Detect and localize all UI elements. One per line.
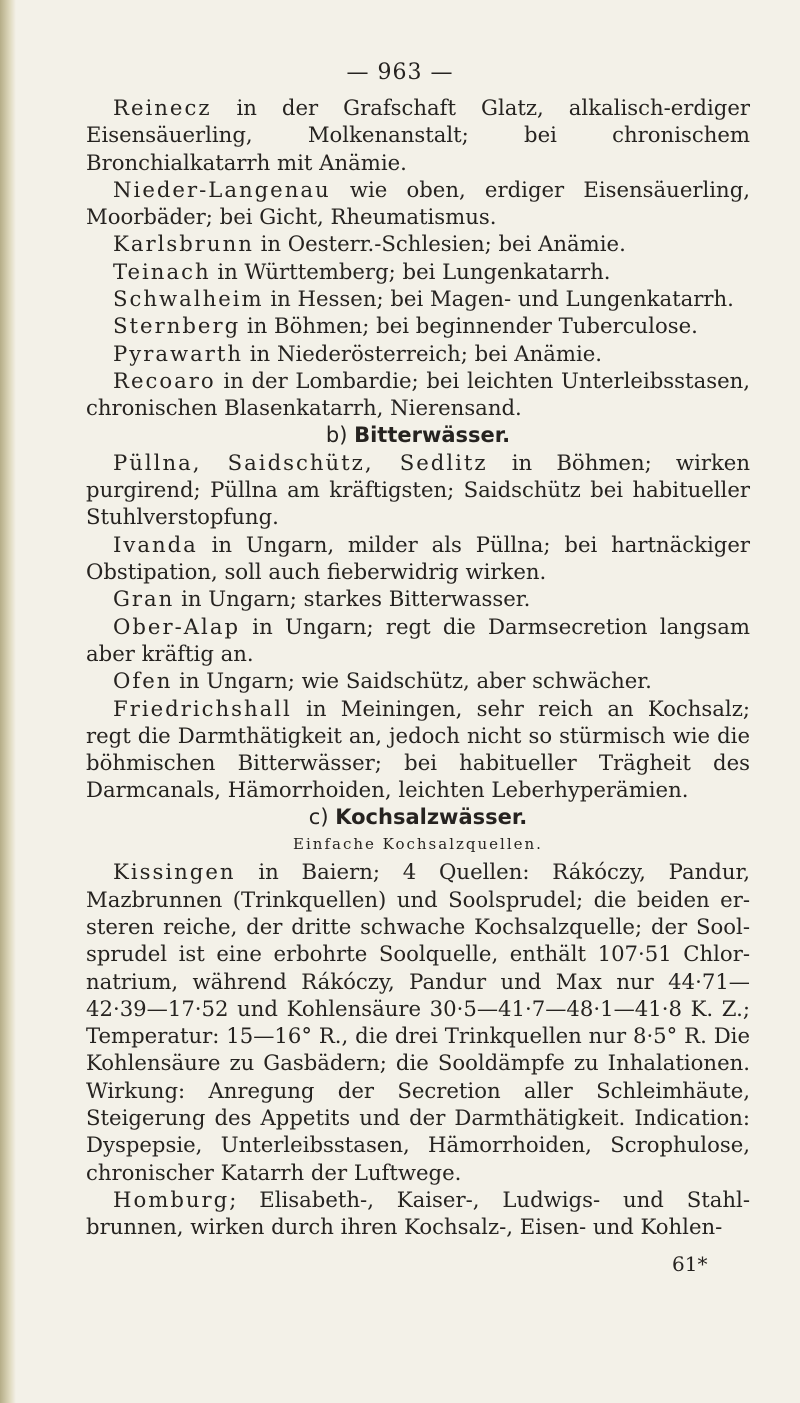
- entry-text: in Oesterr.-Schlesien; bei Anämie.: [253, 231, 626, 257]
- entry: [86, 667, 750, 694]
- spring-name: Friedrichshall: [113, 695, 292, 721]
- entry: [86, 531, 750, 586]
- entry: [86, 340, 750, 367]
- entry-text: in Ungarn, milder als Püllna; bei hartnäckiger Obstipation, soll auch fieberwidrig wirken.: [86, 531, 750, 585]
- entries-kochsalz: [86, 858, 750, 1240]
- entry: [86, 285, 750, 312]
- entry: [86, 695, 750, 804]
- entry: [86, 858, 750, 1186]
- entry-text: in Niederösterreich; bei Anämie.: [243, 340, 602, 366]
- spring-name: Sternberg: [113, 313, 241, 339]
- section-title: Bitterwässer.: [354, 422, 511, 447]
- entry-text: in Baiern; 4 Quellen: Rákóczy, Pandur, Mazbrunnen (Trinkquellen) und Soolsprudel; die beiden ersteren reiche, der dritte schwache Kochsalzquelle; der Soolsprudel ist eine erbohrte Soolquelle, enthält 107·51 Chlornatrium, während Rákóczy, Pandur und Max nur 44·71—42·39—17·52 und Kohlensäure 30·5—41·7—48·1—41·8 K. Z.; Temperatur: 15—16° R., die drei Trinkquellen nur 8·5° R. Die Kohlensäure zu Gasbädern; die Sooldämpfe zu Inhalationen. Wirkung: Anregung der Secretion aller Schleimhäute, Steigerung des Appetits und der Darmthätigkeit. Indication: Dyspepsie, Unterleibsstasen, Hämorrhoiden, Scrophulose, chronischer Katarrh der Luftwege.: [86, 859, 750, 1185]
- entry-text: in Württemberg; bei Lungenkatarrh.: [210, 258, 611, 284]
- spring-name: Homburg: [113, 1186, 230, 1212]
- section-heading-b: [86, 422, 750, 449]
- entry: [86, 94, 750, 176]
- section-heading-c: [86, 804, 750, 831]
- spring-name: Pyrawarth: [113, 340, 244, 366]
- entry: [86, 176, 750, 231]
- page-number: — 963 —: [346, 60, 454, 85]
- spring-name: Ivanda: [113, 531, 198, 557]
- entries-top: [86, 94, 750, 422]
- signature-mark: 61*: [672, 1252, 708, 1276]
- section-letter: c): [308, 804, 329, 829]
- spring-name: Ofen: [113, 668, 173, 694]
- spring-name: Püllna, Saidschütz, Sedlitz: [113, 449, 488, 475]
- section-title: Kochsalzwässer.: [335, 804, 528, 829]
- entry: [86, 613, 750, 668]
- spring-name: Reinecz: [113, 95, 212, 120]
- entry: [86, 258, 750, 285]
- entry: [86, 1186, 750, 1241]
- entry-text: in der Grafschaft Glatz, alkalisch-erdiger Eisensäuerling, Molkenanstalt; bei chronischem Bronchialkatarrh mit Anämie.: [86, 95, 750, 175]
- entry-text: ; Elisabeth-, Kaiser-, Ludwigs- und Stahlbrunnen, wirken durch ihren Kochsalz-, Eisen- und Kohlen-: [86, 1186, 750, 1240]
- entry-text: in der Lombardie; bei leichten Unterleibsstasen, chronischen Blasenkatarrh, Nierensand.: [86, 367, 750, 421]
- entry: [86, 230, 750, 257]
- spring-name: Karlsbrunn: [113, 231, 254, 257]
- spring-name: Ober-Alap: [113, 613, 241, 639]
- entry: [86, 312, 750, 339]
- spring-name: Recoaro: [113, 367, 216, 393]
- entry-text: in Hessen; bei Magen- und Lungenkatarrh.: [263, 286, 734, 312]
- spring-name: Gran: [113, 586, 175, 612]
- entry-text: wie oben, erdiger Eisensäuerling, Moorbäder; bei Gicht, Rheumatismus.: [86, 176, 750, 230]
- section-subheading: Einfache Kochsalzquellen.: [293, 835, 543, 854]
- page-body: [86, 94, 750, 1240]
- entry: [86, 367, 750, 422]
- entry-text: in Ungarn; regt die Darmsecretion langsam aber kräftig an.: [86, 613, 750, 666]
- entry-text: in Böhmen; bei beginnender Tuberculose.: [240, 313, 698, 339]
- entry: [86, 585, 750, 612]
- spring-name: Schwalheim: [113, 286, 264, 312]
- spring-name: Nieder-Langenau: [113, 176, 331, 202]
- spring-name: Kissingen: [113, 859, 236, 885]
- entry-text: in Meiningen, sehr reich an Kochsalz; regt die Darmthätigkeit an, jedoch nicht so stürmisch wie die böhmischen Bitterwässer; bei habitueller Trägheit des Darmcanals, Hämorrhoiden, leichten Leberhyperämien.: [86, 695, 750, 803]
- entries-bitterwasser: [86, 449, 750, 804]
- entry-text: in Ungarn; starkes Bitterwasser.: [174, 586, 531, 612]
- section-letter: b): [325, 422, 348, 447]
- entry-text: in Böhmen; wirken purgirend; Püllna am kräftigsten; Saidschütz bei habitueller Stuhlverstopfung.: [86, 449, 750, 530]
- entry-text: in Ungarn; wie Saidschütz, aber schwächer.: [172, 668, 652, 694]
- entry: [86, 449, 750, 531]
- spring-name: Teinach: [113, 258, 211, 284]
